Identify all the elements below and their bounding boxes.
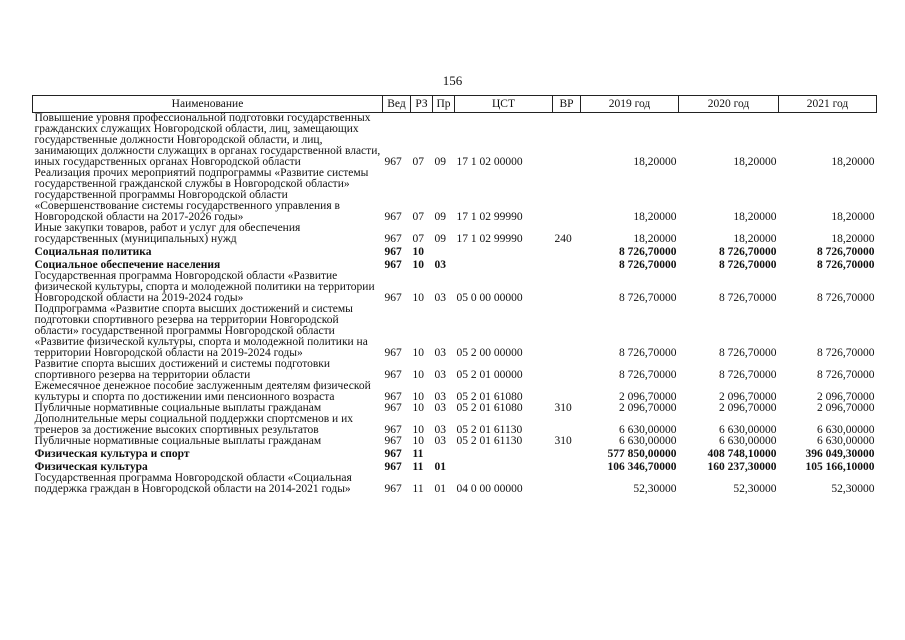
cell-rz: 10 [412,402,424,414]
table-row [33,359,877,381]
cell-2021: 8 726,70000 [817,246,875,258]
cell-vr [553,168,581,223]
cell-vr [553,414,581,436]
cell-rz: 07 [412,233,424,245]
cell-vr: 310 [554,402,572,414]
cell-pr: 03 [434,347,446,359]
cell-ved: 967 [384,435,402,447]
cell-vr [553,381,581,403]
header-2019: 2019 год [581,96,679,113]
cell-name: Физическая культура и спорт [34,448,190,460]
header-cst: ЦСТ [455,96,553,113]
cell-cst [455,447,553,460]
table-row [33,223,877,245]
cell-cst: 05 2 01 61080 [456,391,523,403]
cell-ved: 967 [384,292,402,304]
header-2021: 2021 год [779,96,877,113]
header-vr: ВР [553,96,581,113]
cell-2021: 6 630,00000 [817,424,875,436]
cell-vr [553,359,581,381]
table-row [33,245,877,258]
cell-name: Социальная политика [34,246,152,258]
table-header-row [33,96,877,113]
cell-pr: 03 [434,424,446,436]
cell-rz: 10 [412,246,424,258]
cell-2020: 8 726,70000 [719,259,777,271]
cell-pr: 09 [434,211,446,223]
cell-rz: 11 [412,448,424,460]
cell-2019: 18,20000 [633,233,677,245]
cell-pr: 01 [434,461,446,473]
cell-2020: 18,20000 [733,211,777,223]
cell-ved: 967 [384,369,402,381]
cell-rz: 07 [412,156,424,168]
cell-name: Публичные нормативные социальные выплаты гражданам [34,435,322,447]
cell-ved: 967 [384,461,402,473]
cell-rz: 10 [412,292,424,304]
cell-2021: 105 166,10000 [805,461,875,473]
cell-cst: 05 2 01 61130 [456,424,523,436]
page-number: 156 [442,73,463,88]
cell-ved: 967 [384,259,402,271]
cell-2019: 6 630,00000 [619,424,677,436]
cell-cst: 05 2 01 61130 [456,435,523,447]
cell-2019: 8 726,70000 [619,347,677,359]
cell-2019: 106 346,70000 [607,461,677,473]
cell-2019: 8 726,70000 [619,292,677,304]
cell-2019: 18,20000 [633,156,677,168]
cell-ved: 967 [384,156,402,168]
table-body [33,113,877,496]
cell-name: Физическая культура [34,461,148,473]
cell-2019: 18,20000 [633,211,677,223]
cell-vr [553,113,581,169]
cell-name: Публичные нормативные социальные выплаты гражданам [34,402,322,414]
cell-name: Иные закупки товаров, работ и услуг для обеспечения государственных (муниципальных) нужд [34,222,301,245]
cell-vr [553,271,581,304]
cell-rz: 10 [412,259,424,271]
cell-ved: 967 [384,211,402,223]
cell-pr: 03 [434,369,446,381]
table-row [33,304,877,359]
table-row [33,113,877,169]
cell-2020: 18,20000 [733,156,777,168]
cell-pr: 03 [434,402,446,414]
cell-2021: 18,20000 [831,233,875,245]
cell-cst: 17 1 02 99990 [456,211,523,223]
cell-2021: 8 726,70000 [817,347,875,359]
cell-pr: 03 [434,292,446,304]
cell-2019: 577 850,00000 [607,448,677,460]
cell-rz: 10 [412,347,424,359]
cell-2021: 396 049,30000 [805,448,875,460]
header-name: Наименование [33,96,383,113]
cell-vr [553,473,581,495]
cell-ved: 967 [384,233,402,245]
header-2020: 2020 год [679,96,779,113]
cell-pr: 01 [434,483,446,495]
cell-cst [455,258,553,271]
cell-ved: 967 [384,448,402,460]
cell-cst: 05 2 01 61080 [456,402,523,414]
cell-name: Ежемесячное денежное пособие заслуженным деятелям физической культуры и спорта по достижении ими пенсионного возраста [34,380,371,403]
cell-vr [553,447,581,460]
table-row [33,271,877,304]
cell-2020: 8 726,70000 [719,347,777,359]
cell-pr: 03 [434,391,446,403]
cell-name: Социальное обеспечение населения [34,259,221,271]
cell-2019: 52,30000 [633,483,677,495]
cell-rz: 10 [412,424,424,436]
table-row [33,447,877,460]
cell-ved: 967 [384,246,402,258]
cell-cst [455,460,553,473]
cell-name: Подпрограмма «Развитие спорта высших достижений и системы подготовки спортивного резерва на территории Новгородской области» государственной программы Новгородской области «Развитие физической культуры, спорта и молодежной политики на территории Новгородской области на 2019-2024 годы» [34,303,368,359]
cell-2020: 8 726,70000 [719,246,777,258]
cell-name: Дополнительные меры социальной поддержки спортсменов и их тренеров за достижение высоких спортивных результатов [34,413,353,436]
cell-cst [455,245,553,258]
cell-vr [553,245,581,258]
header-ved: Вед [383,96,411,113]
cell-2020: 2 096,70000 [719,402,777,414]
cell-2021: 2 096,70000 [817,391,875,403]
table-row [33,436,877,447]
cell-vr [553,304,581,359]
cell-2020: 408 748,10000 [707,448,777,460]
cell-2020: 8 726,70000 [719,369,777,381]
cell-vr: 310 [554,435,572,447]
cell-2021: 52,30000 [831,483,875,495]
cell-name: Развитие спорта высших достижений и системы подготовки спортивного резерва на территории области [34,358,330,381]
cell-2019: 2 096,70000 [619,391,677,403]
header-pr: Пр [433,96,455,113]
cell-2019: 6 630,00000 [619,435,677,447]
header-rz: РЗ [411,96,433,113]
cell-2021: 18,20000 [831,211,875,223]
cell-cst: 05 2 01 00000 [456,369,523,381]
table-row [33,168,877,223]
cell-2021: 6 630,00000 [817,435,875,447]
cell-pr [433,447,455,460]
cell-2021: 2 096,70000 [817,402,875,414]
cell-2021: 8 726,70000 [817,369,875,381]
table-row [33,414,877,436]
cell-2020: 52,30000 [733,483,777,495]
cell-cst: 05 0 00 00000 [456,292,523,304]
cell-cst: 17 1 02 00000 [456,156,523,168]
cell-rz: 11 [412,483,424,495]
table-row [33,381,877,403]
cell-name: Реализация прочих мероприятий подпрограммы «Развитие системы государственной гражданской службы в Новгородской области» государственной программы Новгородской области «Совершенствование системы государственного управления в Новгородской области на 2017-2026 годы» [34,167,369,223]
cell-rz: 11 [412,461,424,473]
cell-2020: 2 096,70000 [719,391,777,403]
cell-2020: 6 630,00000 [719,424,777,436]
cell-ved: 967 [384,424,402,436]
cell-ved: 967 [384,347,402,359]
cell-2021: 8 726,70000 [817,259,875,271]
cell-cst: 04 0 00 00000 [456,483,523,495]
cell-rz: 10 [412,391,424,403]
cell-name: Государственная программа Новгородской области «Развитие физической культуры, спорта и молодежной политики на территории Новгородской области на 2019-2024 годы» [34,270,375,304]
cell-name: Повышение уровня профессиональной подготовки государственных гражданских служащих Новгородской области, лиц, замещающих государственные должности Новгородской области, и лиц, занимающих должности служащих в органах государственной власти, иных государственных органах Новгородской области [34,112,381,168]
cell-pr: 09 [434,233,446,245]
table-row [33,473,877,495]
cell-2019: 8 726,70000 [619,259,677,271]
cell-rz: 10 [412,369,424,381]
cell-2020: 160 237,30000 [707,461,777,473]
cell-2021: 8 726,70000 [817,292,875,304]
cell-pr: 09 [434,156,446,168]
budget-table [32,95,877,495]
cell-2020: 6 630,00000 [719,435,777,447]
cell-vr: 240 [554,233,572,245]
cell-2019: 8 726,70000 [619,246,677,258]
cell-2019: 2 096,70000 [619,402,677,414]
cell-pr: 03 [434,435,446,447]
cell-name: Государственная программа Новгородской области «Социальная поддержка граждан в Новгородской области на 2014-2021 годы» [34,472,352,495]
cell-ved: 967 [384,402,402,414]
cell-ved: 967 [384,483,402,495]
cell-2020: 18,20000 [733,233,777,245]
cell-2020: 8 726,70000 [719,292,777,304]
cell-2021: 18,20000 [831,156,875,168]
cell-pr: 03 [434,259,446,271]
cell-cst: 17 1 02 99990 [456,233,523,245]
cell-ved: 967 [384,391,402,403]
cell-vr [553,258,581,271]
cell-2019: 8 726,70000 [619,369,677,381]
cell-cst: 05 2 00 00000 [456,347,523,359]
cell-rz: 10 [412,435,424,447]
cell-pr [433,245,455,258]
cell-vr [553,460,581,473]
cell-rz: 07 [412,211,424,223]
